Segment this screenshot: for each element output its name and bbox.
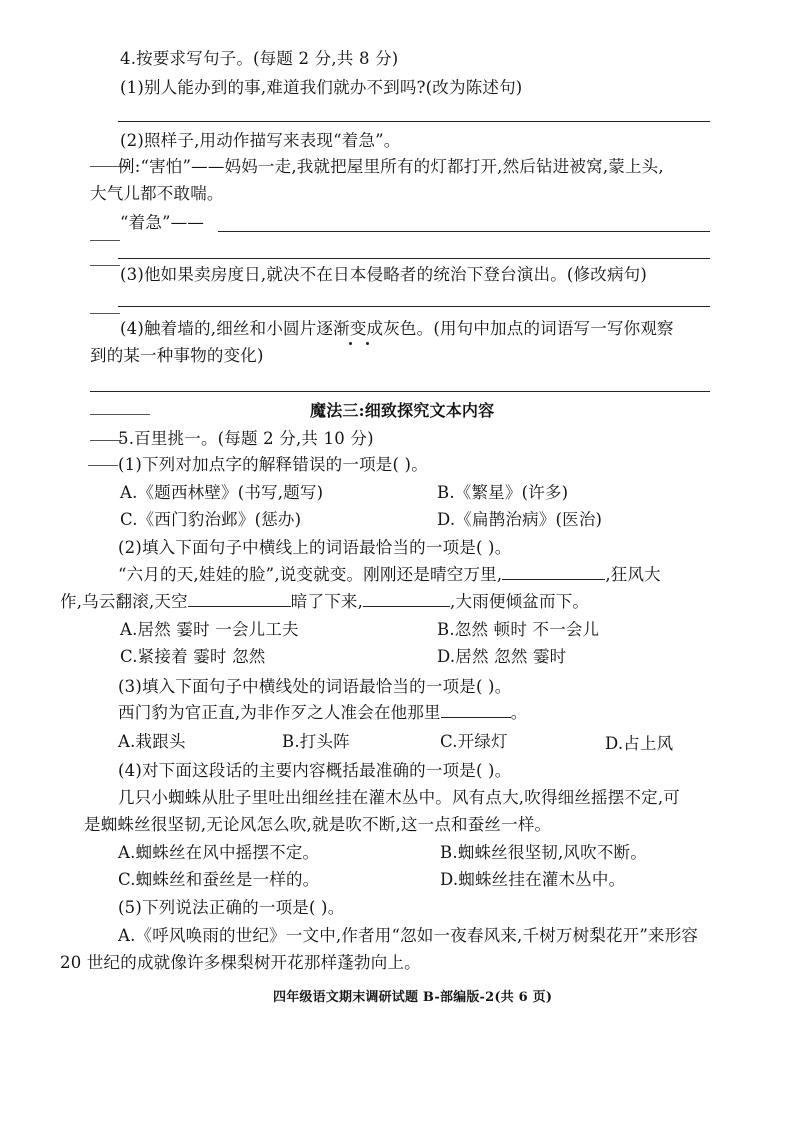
q5-s1-option-c: C.《西门豹治邺》(惩办) [120,510,302,529]
q5-s3-option-b: B.打头阵 [282,732,350,751]
q5-s3-option-a: A.栽跟头 [118,732,186,751]
emphasis-dot [349,342,352,345]
scan-stroke [90,313,120,314]
q5-s2-option-a: A.居然 霎时 一会儿工夫 [120,620,299,639]
q5-s2-stem: (2)填入下面句子中横线上的词语最恰当的一项是( )。 [118,538,512,557]
q5-s5-option-a-line1: A.《呼风唤雨的世纪》一文中,作者用“忽如一夜春风来,千树万树梨花开”来形容 [118,926,699,945]
section-title: 魔法三:细致探究文本内容 [310,401,495,420]
q5-s3-option-d: D.占上风 [605,734,674,753]
q5-s4-option-b: B.蜘蛛丝很坚韧,风吹不断。 [440,843,647,862]
q5-s3-text-end: 。 [510,703,528,722]
emphasis-dot [366,342,369,345]
q5-s4-option-a: A.蜘蛛丝在风中摇摆不定。 [118,843,320,862]
q5-s2-text-d: 暗了下来, [290,592,364,611]
q4-heading: 4.按要求写句子。(每题 2 分,共 8 分) [120,49,399,68]
scan-stroke [90,414,150,415]
q5-s2-option-d: D.居然 忽然 霎时 [437,647,567,666]
q4-sentence-1: (1)别人能办到的事,难道我们就办不到吗?(改为陈述句) [120,78,523,97]
q5-s4-stem: (4)对下面这段话的主要内容概括最准确的一项是( )。 [118,761,512,780]
q5-s5-option-a-line2: 20 世纪的成就像许多棵梨树开花那样蓬勃向上。 [60,953,421,972]
q4-fill-label: “着急”—— [120,213,205,232]
q5-s3-text-body: 西门豹为官正直,为非作歹之人准会在他那里 [118,703,441,722]
q5-s2-text-b: ,狂风大 [605,565,661,584]
q5-s4-text-line1: 几只小蜘蛛从肚子里吐出细丝挂在灌木丛中。风有点大,吹得细丝摇摆不定,可 [118,788,680,807]
q5-s5-stem: (5)下列说法正确的一项是( )。 [118,898,345,917]
q4-example-line2: 大气儿都不敢喘。 [90,184,224,203]
q5-s3-text [118,702,527,724]
fill-blank [502,564,605,580]
answer-line [218,231,710,232]
q5-s3-option-c: C.开绿灯 [440,732,508,751]
q5-s2-text-c: 作,乌云翻滚,天空 [60,592,188,611]
fill-blank [363,591,450,607]
answer-line [118,121,710,122]
answer-line [118,306,710,307]
q5-s2-text-line1 [118,564,661,586]
q5-s4-option-c: C.蜘蛛丝和蚕丝是一样的。 [118,870,320,889]
q5-s1-option-b: B.《繁星》(许多) [437,483,569,502]
q5-s2-option-c: C.紧接着 霎时 忽然 [120,647,266,666]
scan-stroke [90,265,120,266]
scan-stroke [88,465,118,466]
fill-blank [441,702,511,718]
fill-blank [188,591,291,607]
q5-s2-text-a: “六月的天,娃娃的脸”,说变就变。刚刚还是晴空万里, [118,565,503,584]
q4-sentence-3: (3)他如果卖房度日,就决不在日本侵略者的统治下登台演出。(修改病句) [120,265,647,284]
q5-s1-option-a: A.《题西林壁》(书写,题写) [120,483,324,502]
q5-s4-text-line2: 是蜘蛛丝很坚韧,无论风怎么吹,就是吹不断,这一点和蚕丝一样。 [84,815,552,834]
answer-line [90,391,710,392]
q5-s3-stem: (3)填入下面句子中横线处的词语最恰当的一项是( )。 [118,677,512,696]
q5-s2-option-b: B.忽然 顿时 不一会儿 [437,620,600,639]
q4-sentence-4-line1: (4)触着墙的,细丝和小圆片逐渐变成灰色。(用句中加点的词语写一写你观察 [120,319,674,338]
page-footer: 四年级语文期末调研试题 B-部编版-2(共 6 页) [273,990,553,1005]
q5-heading: 5.百里挑一。(每题 2 分,共 10 分) [118,429,374,448]
answer-line [118,258,710,259]
q4-example-line1: 例:“害怕”——妈妈一走,我就把屋里所有的灯都打开,然后钻进被窝,蒙上头, [118,157,664,176]
q4-sentence-4-line2: 到的某一种事物的变化) [90,346,264,365]
q5-s2-text-e: ,大雨便倾盆而下。 [450,592,590,611]
q4-sentence-2: (2)照样子,用动作描写来表现“着急”。 [120,131,401,150]
q5-s4-option-d: D.蜘蛛丝挂在灌木丛中。 [440,870,626,889]
q5-s1-option-d: D.《扁鹊治病》(医治) [437,510,603,529]
q5-s2-text-line2 [60,591,589,613]
scan-stroke [90,240,120,241]
q5-s1-stem: (1)下列对加点字的解释错误的一项是( )。 [118,455,428,474]
